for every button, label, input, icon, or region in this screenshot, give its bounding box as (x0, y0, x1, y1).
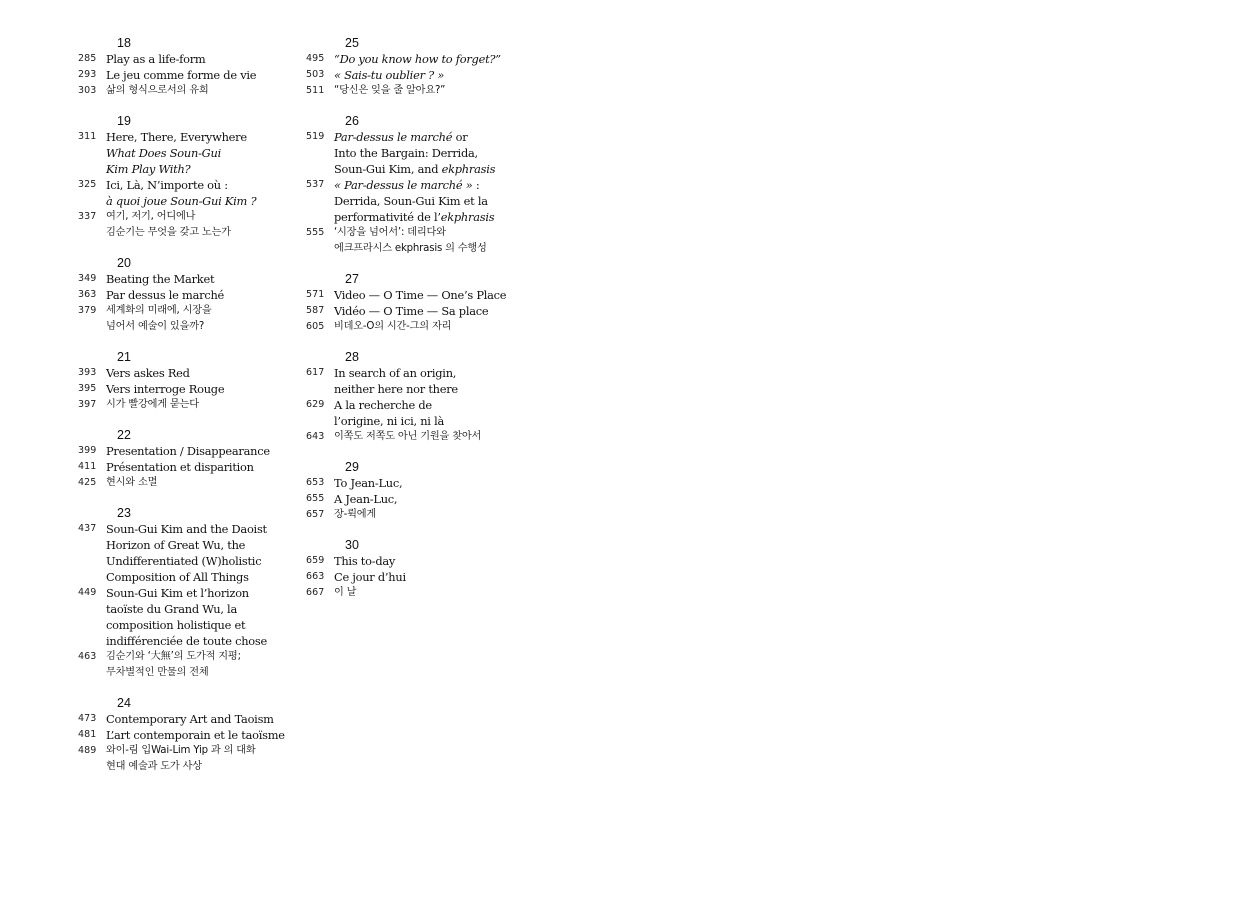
entry-title (334, 83, 445, 99)
toc-section (78, 505, 308, 681)
title-segment: Vidéo — O Time — Sa place (334, 304, 489, 318)
toc-entry[interactable] (306, 365, 536, 397)
title-segment: 시가 빨강에게 묻는다 (106, 399, 199, 410)
page-number: 399 (78, 445, 97, 456)
page-number: 489 (78, 745, 97, 756)
title-line (334, 553, 395, 569)
toc-entry[interactable] (78, 711, 308, 727)
title-line (334, 475, 402, 491)
title-line (106, 475, 157, 491)
toc-entry[interactable] (306, 225, 536, 257)
title-segment: 여기, 저기, 어디에나 (106, 211, 196, 222)
toc-entry[interactable] (78, 585, 308, 649)
entry-title (106, 475, 157, 491)
title-segment: 비데오-O의 시간-그의 자리 (334, 321, 452, 332)
page-number: 437 (78, 523, 97, 534)
title-line (334, 67, 444, 83)
title-segment: Video — O Time — One’s Place (334, 288, 507, 302)
entry-title (334, 475, 402, 491)
page-number: 397 (78, 399, 97, 410)
entry-title (106, 521, 267, 585)
title-line (106, 459, 254, 475)
page-number: 605 (306, 321, 325, 332)
title-segment: l’origine, ni ici, ni là (334, 414, 445, 428)
title-line (106, 633, 267, 649)
toc-entry[interactable] (78, 271, 308, 287)
toc-section (306, 271, 536, 335)
title-segment: : (475, 178, 480, 192)
title-segment: or (452, 130, 468, 144)
toc-entry[interactable] (78, 83, 308, 99)
title-segment: To Jean-Luc, (334, 476, 403, 490)
page-number: 503 (306, 69, 325, 80)
section-number: 18 (117, 36, 131, 50)
entry-title (106, 287, 224, 303)
entry-title (106, 397, 199, 413)
title-line (106, 381, 224, 397)
title-segment: 에크프라시스 ekphrasis 의 수행성 (334, 243, 487, 254)
toc-entry[interactable] (78, 443, 308, 459)
title-line (106, 569, 267, 585)
toc-entry[interactable] (78, 459, 308, 475)
title-segment: Ici, Là, N’importe où : (106, 178, 228, 192)
toc-entry[interactable] (78, 67, 308, 83)
page-number: 495 (306, 53, 325, 64)
section-number: 26 (345, 114, 359, 128)
title-segment: Kim Play With? (106, 162, 191, 176)
page-number: 653 (306, 477, 325, 488)
title-line (334, 365, 458, 381)
title-segment: performativité de l’ (334, 210, 441, 224)
toc-entry[interactable] (78, 287, 308, 303)
page-number: 571 (306, 289, 325, 300)
title-line (106, 743, 256, 759)
title-segment: Undifferentiated (W)holistic (106, 554, 262, 568)
title-line (106, 365, 190, 381)
entry-title (334, 67, 444, 83)
toc-section (306, 537, 536, 601)
toc-entry[interactable] (306, 553, 536, 569)
entry-title (334, 129, 495, 177)
page-number: 555 (306, 227, 325, 238)
title-line (334, 241, 487, 257)
title-line (106, 759, 256, 775)
entry-title (334, 585, 356, 601)
toc-section (78, 255, 308, 335)
toc-entry[interactable] (306, 177, 536, 225)
title-line (106, 129, 247, 145)
title-line (106, 397, 199, 413)
toc-entry[interactable] (78, 475, 308, 491)
section-number: 19 (117, 114, 131, 128)
title-segment: Présentation et disparition (106, 460, 254, 474)
page-number: 303 (78, 85, 97, 96)
page-number: 663 (306, 571, 325, 582)
section-number: 29 (345, 460, 359, 474)
title-line (106, 617, 267, 633)
title-line (334, 429, 481, 445)
page-number: 349 (78, 273, 97, 284)
toc-entry[interactable] (78, 727, 308, 743)
page-number: 629 (306, 399, 325, 410)
page-number: 337 (78, 211, 97, 222)
title-segment: 이쪽도 저쪽도 아닌 기원을 찾아서 (334, 431, 482, 442)
entry-title (334, 287, 506, 303)
entry-title (334, 429, 481, 445)
title-segment: 삶의 형식으로서의 유희 (106, 85, 209, 96)
page-number: 411 (78, 461, 97, 472)
toc-entry[interactable] (78, 365, 308, 381)
page-number: 587 (306, 305, 325, 316)
title-line (106, 649, 241, 665)
toc-entry[interactable] (306, 67, 536, 83)
page-number: 311 (78, 131, 97, 142)
toc-entry[interactable] (306, 129, 536, 177)
entry-title (106, 443, 270, 459)
title-line (334, 491, 397, 507)
title-line (334, 397, 444, 413)
toc-entry[interactable] (306, 429, 536, 445)
page-number: 643 (306, 431, 325, 442)
section-number: 24 (117, 696, 131, 710)
title-line (106, 83, 209, 99)
entry-title (106, 51, 205, 67)
entry-title (334, 177, 494, 225)
section-number: 28 (345, 350, 359, 364)
toc-entry[interactable] (78, 521, 308, 585)
title-line (106, 665, 241, 681)
title-segment: 김순기와 ‘大無’의 도가적 지평; (106, 651, 241, 662)
page-number: 379 (78, 305, 97, 316)
title-segment: Here, There, Everywhere (106, 130, 247, 144)
title-line (106, 537, 267, 553)
title-line (334, 83, 445, 99)
title-line (106, 585, 267, 601)
title-segment: neither here nor there (334, 382, 458, 396)
toc-column-right (306, 35, 536, 615)
title-line (334, 161, 495, 177)
title-line (106, 67, 256, 83)
toc-entry[interactable] (78, 303, 308, 335)
toc-section (78, 427, 308, 491)
title-segment: 현시와 소멸 (106, 477, 158, 488)
title-segment: Soun-Gui Kim et l’horizon (106, 586, 249, 600)
entry-title (106, 365, 190, 381)
entry-title (106, 209, 231, 241)
toc-entry[interactable] (78, 177, 308, 209)
title-line (106, 271, 214, 287)
title-line (334, 177, 494, 193)
toc-entry[interactable] (306, 491, 536, 507)
title-line (106, 177, 256, 193)
title-segment: Vers interroge Rouge (106, 382, 225, 396)
page-number: 325 (78, 179, 97, 190)
toc-section (306, 349, 536, 445)
section-number: 20 (117, 256, 131, 270)
entry-title (334, 365, 458, 397)
toc-entry[interactable] (306, 475, 536, 491)
entry-title (106, 303, 212, 335)
entry-title (106, 67, 256, 83)
toc-entry[interactable] (306, 303, 536, 319)
toc-section (306, 113, 536, 257)
page-number: 425 (78, 477, 97, 488)
toc-section (306, 35, 536, 99)
toc-entry[interactable] (78, 129, 308, 177)
title-line (106, 145, 247, 161)
entry-title (106, 83, 209, 99)
page-number: 655 (306, 493, 325, 504)
toc-section (78, 695, 308, 775)
toc-section (306, 459, 536, 523)
page-number: 473 (78, 713, 97, 724)
entry-title (106, 727, 285, 743)
toc-entry[interactable] (306, 585, 536, 601)
toc-entry[interactable] (78, 397, 308, 413)
toc-section (78, 113, 308, 241)
title-segment: ekphrasis (440, 210, 495, 224)
title-segment: L’art contemporain et le taoïsme (106, 728, 285, 742)
title-segment: Into the Bargain: Derrida, (334, 146, 478, 160)
entry-title (106, 459, 254, 475)
page-number: 657 (306, 509, 325, 520)
title-line (334, 507, 376, 523)
title-segment: Par-dessus le marché (334, 130, 453, 144)
title-segment: à quoi joue Soun-Gui Kim ? (106, 194, 257, 208)
title-segment: 와이-림 입Wai-Lim Yip 과 의 대화 (106, 745, 256, 756)
title-segment: Derrida, Soun-Gui Kim et la (334, 194, 488, 208)
toc-entry[interactable] (78, 743, 308, 775)
toc-entry[interactable] (306, 569, 536, 585)
title-segment: taoïste du Grand Wu, la (106, 602, 237, 616)
title-line (106, 209, 231, 225)
title-segment: What Does Soun-Gui (106, 146, 221, 160)
title-segment: ekphrasis (441, 162, 496, 176)
title-line (334, 51, 501, 67)
title-line (334, 145, 495, 161)
entry-title (334, 303, 488, 319)
title-segment: « Par-dessus le marché » (334, 178, 476, 192)
title-line (106, 225, 231, 241)
title-line (106, 161, 247, 177)
title-line (334, 319, 451, 335)
entry-title (106, 381, 224, 397)
title-line (106, 553, 267, 569)
page-number: 449 (78, 587, 97, 598)
title-segment: Play as a life-form (106, 52, 206, 66)
section-number: 23 (117, 506, 131, 520)
title-segment: 현대 예술과 도가 사상 (106, 761, 202, 772)
title-segment: Ce jour d’hui (334, 570, 406, 584)
entry-title (334, 491, 397, 507)
page-number: 511 (306, 85, 325, 96)
section-number: 25 (345, 36, 359, 50)
title-segment: indifférenciée de toute chose (106, 634, 268, 648)
toc-entry[interactable] (306, 83, 536, 99)
entry-title (106, 177, 256, 209)
title-line (334, 303, 488, 319)
title-segment: Le jeu comme forme de vie (106, 68, 257, 82)
title-segment: 세계화의 미래에, 시장을 (106, 305, 212, 316)
page-number: 481 (78, 729, 97, 740)
title-segment: 무차별적인 만물의 전체 (106, 667, 209, 678)
section-number: 21 (117, 350, 131, 364)
entry-title (334, 225, 487, 257)
toc-entry[interactable] (306, 319, 536, 335)
title-segment: “Do you know how to forget?” (334, 52, 501, 66)
title-line (334, 225, 487, 241)
toc-entry[interactable] (306, 507, 536, 523)
title-line (334, 193, 494, 209)
section-number: 27 (345, 272, 359, 286)
title-line (334, 129, 495, 145)
title-segment: Beating the Market (106, 272, 215, 286)
title-line (106, 727, 285, 743)
entry-title (334, 319, 451, 335)
title-segment: Vers askes Red (106, 366, 190, 380)
entry-title (106, 585, 267, 649)
toc-entry[interactable] (78, 649, 308, 681)
title-line (106, 711, 274, 727)
entry-title (334, 569, 406, 585)
title-segment: Soun-Gui Kim and the Daoist (106, 522, 267, 536)
page-number: 617 (306, 367, 325, 378)
title-line (106, 521, 267, 537)
page-number: 659 (306, 555, 325, 566)
title-line (334, 413, 444, 429)
entry-title (106, 129, 247, 177)
title-segment: composition holistique et (106, 618, 246, 632)
page-number: 285 (78, 53, 97, 64)
toc-entry[interactable] (78, 51, 308, 67)
toc-column-left (78, 35, 308, 789)
toc-entry[interactable] (78, 381, 308, 397)
entry-title (334, 51, 501, 67)
page-number: 395 (78, 383, 97, 394)
entry-title (106, 649, 241, 681)
title-segment: Horizon of Great Wu, the (106, 538, 246, 552)
title-segment: ‘시장을 넘어서’: 데리다와 (334, 227, 446, 238)
title-segment: 장-뤽에게 (334, 509, 377, 520)
title-segment: 김순기는 무엇을 갖고 노는가 (106, 227, 231, 238)
title-segment: Contemporary Art and Taoism (106, 712, 274, 726)
entry-title (106, 743, 256, 775)
title-segment: This to-day (334, 554, 396, 568)
page-number: 519 (306, 131, 325, 142)
toc-section (78, 35, 308, 99)
toc-entry[interactable] (306, 51, 536, 67)
title-line (334, 381, 458, 397)
title-line (106, 443, 270, 459)
toc-entry[interactable] (306, 397, 536, 429)
title-segment: Par dessus le marché (106, 288, 225, 302)
title-line (106, 287, 224, 303)
title-line (334, 585, 356, 601)
page-number: 363 (78, 289, 97, 300)
title-line (106, 51, 205, 67)
toc-entry[interactable] (306, 287, 536, 303)
page-number: 393 (78, 367, 97, 378)
page-number: 537 (306, 179, 325, 190)
title-line (106, 193, 256, 209)
title-line (334, 569, 406, 585)
page-number: 463 (78, 651, 97, 662)
title-segment: 이 날 (334, 587, 357, 598)
title-segment: In search of an origin, (334, 366, 457, 380)
title-segment: Soun-Gui Kim, and (334, 162, 442, 176)
title-segment: 넘어서 예술이 있을까? (106, 321, 205, 332)
page-number: 293 (78, 69, 97, 80)
title-line (106, 601, 267, 617)
page-number: 667 (306, 587, 325, 598)
title-segment: A la recherche de (334, 398, 432, 412)
title-line (334, 287, 506, 303)
entry-title (106, 271, 214, 287)
entry-title (334, 507, 376, 523)
title-segment: Composition of All Things (106, 570, 249, 584)
section-number: 30 (345, 538, 359, 552)
title-line (106, 303, 212, 319)
title-segment: A Jean-Luc, (334, 492, 398, 506)
toc-section (78, 349, 308, 413)
entry-title (334, 397, 444, 429)
title-line (334, 209, 494, 225)
entry-title (334, 553, 395, 569)
title-line (106, 319, 212, 335)
title-segment: « Sais-tu oublier ? » (334, 68, 445, 82)
section-number: 22 (117, 428, 131, 442)
title-segment: “당신은 잊을 줄 알아요?” (334, 85, 446, 96)
toc-entry[interactable] (78, 209, 308, 241)
entry-title (106, 711, 274, 727)
title-segment: Presentation / Disappearance (106, 444, 270, 458)
